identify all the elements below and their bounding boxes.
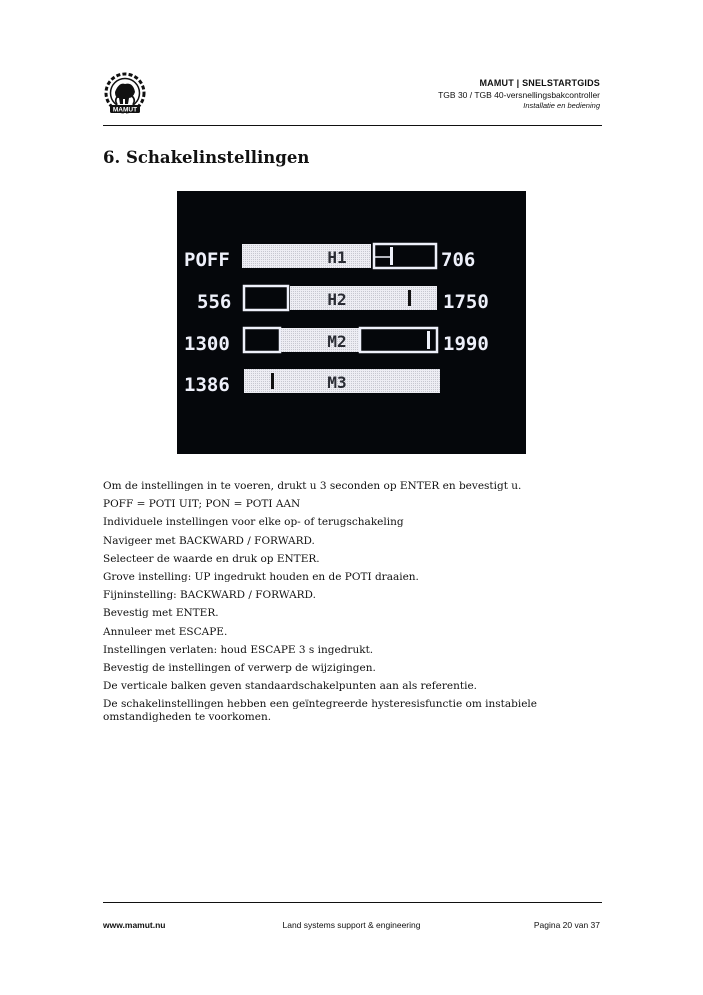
row-2-left-value: 556 (197, 291, 232, 313)
row-4-marker (271, 373, 274, 389)
instructions (103, 477, 573, 724)
instruction-line: De verticale balken geven standaardschakelpunten aan als referentie. (103, 680, 478, 693)
row-3-bar (281, 328, 359, 352)
instruction-line: Annuleer met ESCAPE. (103, 625, 228, 638)
header-subtitle: TGB 30 / TGB 40-versnellingsbakcontroller (438, 90, 600, 100)
page-number: Pagina 20 van 37 (533, 920, 600, 930)
mamut-logo (101, 72, 149, 116)
instruction-line: Om de instellingen in te voeren, drukt u 3 seconden op ENTER en bevestigt u. (103, 480, 522, 492)
row-1-frame (374, 244, 436, 268)
instruction-line: Navigeer met BACKWARD / FORWARD. (103, 534, 315, 547)
row-1-bar (242, 244, 371, 268)
row-1-label: H1 (327, 248, 347, 267)
row-2-frame-left (244, 286, 288, 310)
instruction-line: Selecteer de waarde en druk op ENTER. (103, 552, 320, 565)
row-3-frame-right (360, 328, 437, 352)
instruction-line: Instellingen verlaten: houd ESCAPE 3 s ingedrukt. (103, 643, 374, 656)
instruction-line: POFF = POTI UIT; PON = POTI AAN (103, 498, 301, 511)
instruction-line: Fijninstelling: BACKWARD / FORWARD. (103, 589, 316, 602)
row-3-left-value: 1300 (184, 333, 230, 355)
row-4-label: M3 (327, 373, 347, 392)
row-2-right-value: 1750 (443, 291, 489, 313)
row-2-label: H2 (327, 290, 347, 309)
section-title: 6. Schakelinstellingen (103, 148, 310, 167)
row-1-left-value: POFF (184, 249, 230, 271)
hysteresis-note: De schakelinstellingen hebben een geïntegreerde hysteresisfunctie om instabiele omstandigheden te voorkomen. (103, 698, 537, 724)
row-4-left-value: 1386 (184, 374, 230, 396)
footer-divider (103, 902, 602, 903)
row-3-marker (427, 331, 430, 349)
row-1-right-value: 706 (441, 249, 476, 271)
footer-tagline: Land systems support & engineering (282, 920, 421, 930)
row-2-marker (408, 290, 411, 306)
row-3-label: M2 (327, 332, 347, 351)
footer-website-link[interactable]: www.mamut.nu (103, 920, 166, 930)
header-section: Installatie en bediening (523, 101, 600, 110)
instruction-line: Individuele instellingen voor elke op- of terugschakeling (103, 516, 404, 529)
controller-display (177, 191, 526, 454)
row-2-bar (290, 286, 437, 310)
row-1-marker (390, 247, 393, 265)
header-divider (103, 125, 602, 126)
logo-text: MAMUT (112, 106, 138, 114)
instruction-line: Bevestig met ENTER. (103, 607, 219, 620)
row-3-frame-left (244, 328, 280, 352)
mamut-logo-graphic (101, 72, 149, 116)
instruction-line: Bevestig de instellingen of verwerp de wijzigingen. (103, 662, 376, 675)
display-screen (177, 191, 526, 454)
row-3-right-value: 1990 (443, 333, 489, 355)
instruction-line: Grove instelling: UP ingedrukt houden en de POTI draaien. (103, 571, 419, 584)
header-title: MAMUT | SNELSTARTGIDS (479, 78, 600, 88)
